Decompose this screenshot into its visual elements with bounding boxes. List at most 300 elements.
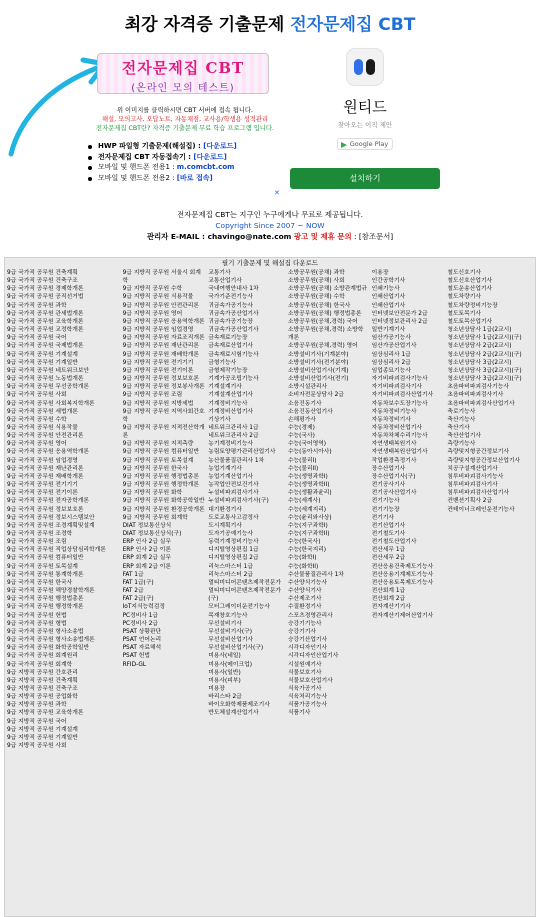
exam-link[interactable]: 금속재료시험기능사 [208, 351, 259, 358]
exam-link[interactable]: 기계설계산업기사 [208, 392, 254, 399]
exam-link[interactable]: 9급 지방직 공무원 사회 [7, 743, 67, 750]
exam-link[interactable]: 9급 지방직 공무원 기계설계 [7, 726, 78, 733]
exam-link[interactable]: 자동차보수도장기능사 [371, 400, 428, 407]
exam-link[interactable]: 전기산업기사 [371, 522, 406, 529]
exam-link[interactable]: 9급 지방직 공무원 서울시 회계학 [122, 270, 201, 285]
exam-link[interactable]: 9급 지방직 공무원 전기기기 [122, 359, 194, 366]
exam-link[interactable]: 수능(세계사) [287, 498, 321, 505]
exam-link[interactable]: 임상심리사 1급 [371, 351, 411, 358]
exam-link[interactable]: 9급 국가직 공무원 형사소송법 [7, 628, 84, 635]
exam-link[interactable]: 전산세무 1급 [371, 547, 406, 554]
exam-link[interactable]: 도로교통사고감정사 [208, 514, 259, 521]
exam-link[interactable]: 농작업안전보건기사 [208, 482, 259, 489]
exam-link[interactable]: 9급 국가직 공무원 컴퓨터일반 [7, 555, 84, 562]
exam-link[interactable]: 인터넷보안전문가 2급 [371, 310, 428, 317]
exam-link[interactable]: 시각디자인산업기사 [287, 653, 339, 660]
exam-link[interactable]: 컨테이너크레인운전기능사 [447, 506, 515, 513]
hwp-download-link[interactable]: [다운로드] [203, 142, 237, 150]
exam-link[interactable]: 철도신호기사 [447, 270, 481, 276]
exam-link[interactable]: 농림토양평가관리산업기사 [208, 449, 276, 456]
exam-link[interactable]: RFID-GL [122, 661, 147, 668]
exam-link[interactable]: 금형기능사 [208, 359, 237, 366]
exam-link[interactable]: 소방설비산업기사(기계) [287, 367, 349, 374]
exam-link[interactable]: 기계정비산업기사 [208, 408, 254, 415]
exam-link[interactable]: 9급 국가직 공무원 교육학개론 [7, 318, 84, 325]
exam-link[interactable]: 금형제작기능장 [208, 367, 248, 374]
exam-link[interactable]: 청소년상담사 2급(2교시)(구) [447, 351, 522, 358]
exam-link[interactable]: 미용사(피부) [208, 677, 241, 684]
exam-link[interactable]: 미용장 [208, 685, 226, 692]
exam-link[interactable]: 9급 지방직 공무원 안전관리론 [122, 302, 199, 309]
exam-link[interactable]: 수능(생명과학II) [287, 482, 330, 489]
exam-link[interactable]: DIAT 정보통신상식 [122, 522, 172, 529]
exam-link[interactable]: 9급 지방직 공무원 수학 [122, 286, 183, 293]
exam-link[interactable]: 9급 국가직 공무원 기계일반 [7, 359, 78, 366]
exam-link[interactable]: 대기환경기사 [208, 506, 242, 513]
exam-link[interactable]: 9급 국가직 공무원 과학 [7, 302, 67, 309]
exam-link[interactable]: 9급 지방직 공무원 지적측량 [122, 441, 194, 448]
exam-link[interactable]: 소방공무원(공채) 과학 [287, 270, 345, 276]
exam-link[interactable]: 수능(물리I) [287, 457, 317, 464]
exam-link[interactable]: FAT 1급 [122, 571, 144, 578]
exam-link[interactable]: ERP 인사 2급 이론 [122, 547, 171, 554]
auto-connector-download-link[interactable]: [다운로드] [193, 152, 227, 161]
exam-link[interactable]: 농업기계산업기사 [208, 473, 254, 480]
exam-link[interactable]: 소방공무원(공채,경력) 영어 [287, 343, 358, 350]
exam-link[interactable]: 미용사(메이크업) [208, 661, 252, 668]
exam-link[interactable]: 식육처리기능사 [287, 694, 328, 701]
exam-link[interactable]: 9급 지방직 공무원 자료조직개론 [122, 335, 205, 342]
exam-link[interactable]: PSAT 상황판단 [122, 628, 162, 635]
ad-inquiry-link[interactable]: 광고 및 제휴 문의 [293, 232, 352, 241]
exam-link[interactable]: 전산응용건축제도기능사 [371, 563, 434, 570]
exam-link[interactable]: 식육가공기사 [287, 685, 322, 692]
exam-link[interactable]: 9급 국가직 공무원 사회 [7, 392, 67, 399]
exam-link[interactable]: 9급 국가직 공무원 조림 [7, 539, 67, 546]
exam-link[interactable]: 수능(한국지리) [287, 547, 327, 554]
exam-link[interactable]: 청소년상담사 1급(2교시) [447, 327, 512, 334]
exam-link[interactable]: 금속재료기능장 [208, 335, 248, 342]
exam-link[interactable]: 9급 지방직 공무원 건축구조 [7, 685, 78, 692]
copyright: Copyright Since 2007 ~ NOW [215, 221, 325, 230]
exam-link[interactable]: 9급 국가직 공무원 정보보호론 [7, 506, 84, 513]
exam-link[interactable]: 수능(물리II) [287, 465, 319, 472]
exam-link[interactable]: 도시계획기사 [208, 522, 242, 529]
exam-link[interactable]: 소방공무원(공채) 행정법총론 [287, 310, 362, 317]
exam-link[interactable]: 청소년상담사 2급(2교시) [447, 343, 512, 350]
exam-link[interactable]: 귀금속가공기능사 [208, 302, 254, 309]
title-highlight: 전자문제집 CBT [290, 15, 416, 35]
exam-link[interactable]: ERP 인사 2급 실무 [122, 539, 171, 546]
google-play-badge[interactable]: Google Play [337, 138, 394, 150]
exam-link[interactable]: 9급 국가직 공무원 토목설계 [7, 563, 78, 570]
exam-link[interactable]: 네트워크관리사 2급 [208, 433, 259, 440]
exam-link[interactable]: 9급 국가직 공무원 조경학 [7, 531, 73, 537]
exam-link[interactable]: 9급 국가직 공무원 통계학개론 [7, 571, 84, 578]
exam-link[interactable]: 수능(동아시아사) [287, 449, 332, 456]
exam-link[interactable]: 전산응용기계제도기능사 [371, 571, 434, 578]
exam-link[interactable]: 축산기사 [447, 424, 470, 431]
exam-link[interactable]: 9급 지방직 공무원 재배학개론 [122, 351, 199, 358]
exam-link[interactable]: 철도토목기사 [447, 310, 481, 317]
exam-link[interactable]: 기계정비기능사 [208, 400, 248, 407]
exam-link[interactable]: 9급 국가직 공무원 응용역학개론 [7, 449, 90, 456]
exam-link[interactable]: 농업기계기사 [208, 465, 242, 472]
exam-link[interactable]: 9급 지방직 공무원 지역사회간호학 [122, 408, 205, 423]
exam-link[interactable]: 9급 국가직 공무원 세법개론 [7, 408, 78, 415]
app-ad[interactable] [290, 48, 440, 188]
exam-link[interactable]: 9급 국가직 공무원 화학공학일반 [7, 645, 90, 652]
exam-link[interactable]: 네트워크관리사 1급 [208, 424, 259, 431]
exam-link[interactable]: 시각디자인기사 [287, 645, 328, 652]
exam-link[interactable]: 승강기기능사 [287, 620, 322, 627]
exam-link[interactable]: 미용사(일반) [208, 669, 241, 676]
exam-link[interactable]: 장수산업기사 [371, 465, 406, 472]
ad-close-icon[interactable]: ✕ [274, 189, 280, 197]
exam-link[interactable]: 9급 국가직 공무원 헌법 [7, 612, 67, 619]
exam-link[interactable]: 전산회계 1급 [371, 588, 406, 595]
exam-link[interactable]: 수능(국어영역) [287, 441, 327, 448]
exam-link[interactable]: 수능(경제) [287, 424, 315, 431]
exam-link[interactable]: 9급 지방직 공무원 간호관리 [7, 669, 78, 676]
exam-link[interactable]: 자연생태복원기사 [371, 441, 417, 448]
exam-link[interactable]: 전기공사기사 [371, 482, 406, 489]
exam-link[interactable]: 9급 지방직 공무원 응용역학개론 [122, 318, 205, 325]
exam-link[interactable]: 교통기사 [208, 270, 231, 276]
exam-link[interactable]: 9급 지방직 공무원 컴퓨터일반 [122, 449, 199, 456]
exam-link[interactable]: 청소년상담사 3급(2교시)(구) [447, 376, 522, 383]
exam-link[interactable]: 수산제조기사 [287, 596, 322, 603]
exam-link[interactable]: 9급 국가직 공무원 해양경찰학개론 [7, 588, 95, 595]
exam-link[interactable]: 작업환경측정기사 [371, 457, 417, 464]
exam-link[interactable]: FAT 2급(구) [122, 596, 154, 603]
exam-link[interactable]: 전산세무 2급 [371, 555, 406, 562]
exam-link[interactable]: 임업종묘기능사 [371, 367, 411, 374]
exam-link[interactable]: 9급 지방직 공무원 공업화학 [7, 694, 78, 701]
exam-link[interactable]: 국내여행안내사 1차 [208, 286, 259, 293]
exam-link[interactable]: 전자계산기제어산업기사 [371, 612, 434, 619]
exam-link[interactable]: 일반기계기사 [371, 327, 406, 334]
exam-link[interactable]: 9급 지방직 공무원 정보봉사개론 [122, 384, 205, 391]
exam-link[interactable]: 기상기사 [208, 416, 231, 423]
exam-link[interactable]: 무선설비기사(구) [208, 628, 252, 635]
exam-link[interactable]: 9급 지방직 공무원 화학 [122, 490, 183, 497]
exam-link[interactable]: 9급 국가직 공무원 국제법개론 [7, 343, 84, 350]
exam-link[interactable]: 측량및지형공간정보기사 [447, 449, 509, 456]
exam-link[interactable]: 9급 국가직 공무원 한국사 [7, 579, 73, 586]
exam-link[interactable]: 9급 국가직 공무원 형법 [7, 620, 67, 627]
exam-link[interactable]: 전산응용토목제도기능사 [371, 579, 434, 586]
exam-link[interactable]: FAT 1급(구) [122, 579, 154, 586]
column-4 [288, 269, 372, 750]
exam-link[interactable]: 전기철도기사 [371, 531, 406, 537]
exam-link[interactable]: 9급 지방직 공무원 교육학개론 [7, 710, 84, 717]
exam-link[interactable]: 수능(생명과학I) [287, 473, 328, 480]
exam-link[interactable]: 귀금속가공기능장 [208, 318, 254, 325]
exam-link[interactable]: 임산가공기능사 [371, 335, 411, 342]
exam-link[interactable]: 수능(생활과윤리) [287, 490, 332, 497]
exam-link[interactable]: 9급 국가직 공무원 관세법개론 [7, 310, 84, 317]
exam-link[interactable]: 수능(지구과학II) [287, 531, 330, 537]
exam-link[interactable]: 9급 지방직 공무원 지방세법 [122, 400, 194, 407]
exam-link[interactable]: 디지털영상편집 2급 [208, 555, 259, 562]
exam-link[interactable]: 9급 지방직 공무원 영어 [122, 310, 183, 317]
exam-link[interactable]: 9급 지방직 공무원 행정법총론 [122, 473, 199, 480]
exam-link[interactable]: 인쇄산업기사 [371, 302, 406, 309]
exam-link[interactable]: 9급 국가직 공무원 행정법총론 [7, 596, 84, 603]
exam-link[interactable]: PSAT 헌법 [122, 653, 150, 660]
exam-link[interactable]: PC정비사 2급 [122, 620, 159, 627]
exam-link[interactable]: 9급 지방직 공무원 전기이론 [122, 367, 194, 374]
exam-link[interactable]: 소방설비기사(기계분야) [287, 351, 349, 358]
exam-link[interactable]: 식물보호기사 [287, 669, 322, 676]
exam-link[interactable]: 청소년상담사 1급(2교시)(구) [447, 335, 522, 342]
exam-link[interactable]: 침투비파괴검사산업기사 [447, 490, 509, 497]
exam-link[interactable]: 9급 국가직 공무원 영어 [7, 441, 67, 448]
exam-link[interactable]: 디지털영상편집 1급 [208, 547, 259, 554]
exam-link[interactable]: 9급 지방직 공무원 지적전산학개론 [122, 424, 205, 440]
exam-link[interactable]: 철도토목산업기사 [447, 318, 493, 325]
exam-link[interactable]: 9급 국가직 공무원 재난관리론 [7, 465, 84, 472]
exam-link[interactable]: 금속재료산업기사 [208, 343, 254, 350]
exam-link[interactable]: 축로기능사 [447, 408, 476, 415]
install-button[interactable]: 설치하기 [290, 168, 440, 189]
exam-link[interactable]: 9급 국가직 공무원 식용작물 [7, 424, 78, 431]
exam-link[interactable]: 멀티미디어콘텐츠제작전문가(구) [208, 588, 282, 603]
exam-link[interactable]: 9급 지방직 공무원 국어 [7, 718, 67, 725]
exam-link[interactable]: 수능(윤리와사상) [287, 514, 332, 521]
exam-link[interactable]: 9급 국가직 공무원 조경계획및설계 [7, 522, 95, 529]
cbt-logo-link[interactable] [97, 53, 269, 94]
exam-link[interactable]: 소방공무원(공채) 수학 [287, 294, 345, 301]
exam-link[interactable]: 수능(세계지리) [287, 506, 327, 513]
exam-link[interactable]: FAT 2급 [122, 588, 144, 595]
exam-link[interactable]: 무선설비산업기사 [208, 637, 254, 644]
exam-link[interactable]: 소방공무원(공채,경력) 국어 [287, 318, 358, 325]
exam-link[interactable]: 자동차정비기능사 [371, 408, 417, 415]
exam-link[interactable]: 전기공사산업기사 [371, 490, 417, 497]
exam-link[interactable]: 9급 지방직 공무원 토목설계 [122, 457, 194, 464]
exam-link[interactable]: 소방공무원(공채) 소방관계법규 [287, 286, 368, 293]
exam-link[interactable]: 철도신호산업기사 [447, 278, 493, 285]
exam-link[interactable]: 자연생태복원산업기사 [371, 449, 428, 456]
exam-link[interactable]: 자동차정비기사 [371, 416, 411, 423]
exam-link[interactable]: 기계설계기사 [208, 384, 242, 391]
exam-link[interactable]: 모터그레이더운전기능사 [208, 604, 270, 611]
exam-link[interactable]: 리눅스마스터 1급 [208, 563, 253, 570]
exam-link[interactable]: 교통산업기사 [208, 278, 242, 285]
exam-link[interactable]: 이용장 [371, 270, 389, 276]
exam-link[interactable]: 소방설비기사(전기분야) [287, 359, 349, 366]
exam-link[interactable]: 스포츠경영관리사 [287, 612, 333, 619]
exam-link[interactable]: 누설비파괴검사기사 [208, 490, 259, 497]
exam-link[interactable]: 초음파비파괴검사산업기사 [447, 400, 515, 407]
exam-link[interactable]: 식품가공기능사 [287, 702, 328, 709]
exam-link[interactable]: 소방설비산업기사(전기) [287, 376, 349, 383]
exam-link[interactable]: 치공구설계산업기사 [447, 465, 498, 472]
exam-link[interactable]: 소음진동기사 [287, 400, 322, 407]
exam-link[interactable]: 전기기능장 [371, 506, 400, 513]
exam-link[interactable]: 누설비파괴검사기사(구) [208, 498, 269, 505]
exam-link[interactable]: 전기기사 [371, 514, 395, 521]
exam-link[interactable]: 9급 지방직 공무원 건축계획 [7, 677, 78, 684]
exam-link[interactable]: 반도체설계산업기사 [208, 710, 259, 717]
exam-link[interactable]: 바리스타 2급 [208, 694, 242, 701]
exam-link[interactable]: 9급 지방직 공무원 정보보호론 [122, 376, 199, 383]
exam-link[interactable]: 국가기준전기능사 [208, 294, 254, 301]
exam-link[interactable]: 침투비파괴검사기사 [447, 482, 498, 489]
exam-link[interactable]: 인간공학기사 [371, 278, 406, 285]
exam-link[interactable]: 전자계산기기사 [371, 604, 411, 611]
exam-link[interactable]: ERP 회계 2급 이론 [122, 563, 171, 570]
exam-link[interactable]: 철도차량정비기능장 [447, 302, 498, 309]
exam-link[interactable]: 목재창호기능사 [208, 612, 248, 619]
exam-link[interactable]: PC정비사 1급 [122, 612, 159, 619]
exam-link[interactable]: 9급 지방직 공무원 임업경영 [122, 327, 194, 334]
exam-link[interactable]: 농기계정비기능사 [208, 441, 254, 448]
reference-doc-link[interactable]: : [참조문서] [351, 232, 394, 241]
exam-link[interactable]: 9급 국가직 공무원 전기기기 [7, 482, 78, 489]
exam-link[interactable]: 9급 국가직 공무원 기계설계 [7, 351, 78, 358]
exam-link[interactable]: 9급 지방직 공무원 한국사 [122, 465, 188, 472]
exam-link[interactable]: 청소년상담사 3급(2교시) [447, 359, 512, 366]
exam-link[interactable]: 9급 지방직 공무원 조림 [122, 392, 183, 399]
exam-link[interactable]: 9급 국가직 공무원 교정학개론 [7, 327, 84, 334]
exam-link[interactable]: 미용사(네일) [208, 653, 241, 660]
exam-link[interactable]: 임산가공산업기사 [371, 343, 417, 350]
exam-link[interactable]: 9급 국가직 공무원 무선공학개론 [7, 384, 90, 391]
exam-link[interactable]: 측량기능사 [447, 441, 476, 448]
exam-link[interactable]: ERP 회계 2급 실무 [122, 555, 171, 562]
exam-link[interactable]: 기계가공조립기능사 [208, 376, 259, 383]
exam-link[interactable]: 초음파비파괴검사기사 [447, 392, 504, 399]
exam-link[interactable]: 9급 국가직 공무원 경제학개론 [7, 286, 84, 293]
exam-link[interactable]: 9급 국가직 공무원 노동법개론 [7, 376, 84, 383]
exam-link[interactable]: 인쇄기능사 [371, 286, 400, 293]
exam-link[interactable]: 9급 국가직 공무원 회계학 [7, 661, 73, 668]
exam-link[interactable]: 수산양식기능사 [287, 579, 328, 586]
exam-link[interactable]: 축산산업기사 [447, 433, 481, 440]
exam-link[interactable]: 승강기기사 [287, 628, 316, 635]
exam-link[interactable]: 수능(국사) [287, 433, 315, 440]
exam-link[interactable]: 축산기능사 [447, 416, 476, 423]
exam-link[interactable]: 9급 국가직 공무원 안전관리론 [7, 433, 84, 440]
exam-link[interactable]: 소방시설관리사 [287, 384, 328, 391]
exam-link[interactable]: 9급 국가직 공무원 건축계획 [7, 270, 78, 276]
exam-link[interactable]: 인터넷정보관리사 2급 [371, 318, 428, 325]
exam-link[interactable]: 9급 국가직 공무원 네트워크보안 [7, 367, 90, 374]
exam-link[interactable]: 손해평가사 [287, 416, 316, 423]
exam-link[interactable]: 승강기산업기사 [287, 637, 328, 644]
exam-link[interactable]: 9급 지방직 공무원 과학 [7, 702, 67, 709]
exam-link[interactable]: 9급 국가직 공무원 임업경영 [7, 457, 78, 464]
exam-link[interactable]: 9급 국가직 공무원 직업상담심리학개론 [7, 547, 106, 554]
exam-link[interactable]: 리눅스마스터 2급 [208, 571, 253, 578]
exam-link[interactable]: 바이오화학제품제조기사 [208, 702, 270, 709]
exam-link[interactable]: 9급 지방직 공무원 회계학 [122, 514, 188, 521]
exam-link[interactable]: 9급 지방직 공무원 재난관리론 [122, 343, 199, 350]
mobile-link-2[interactable]: [바로 접속] [176, 173, 213, 182]
exam-link[interactable]: 9급 국가직 공무원 회계원리 [7, 653, 78, 660]
exam-link[interactable]: 자동차정비산업기사 [371, 424, 423, 431]
exam-link[interactable]: 초음파비파괴검사기능사 [447, 384, 509, 391]
exam-link[interactable]: 전산회계 2급 [371, 596, 406, 603]
exam-link[interactable]: 청소년상담사 3급(2교시)(구) [447, 367, 522, 374]
exam-link[interactable]: 9급 국가직 공무원 전자공학개론 [7, 498, 90, 505]
exam-link[interactable]: 9급 국가직 공무원 정보시스템보안 [7, 514, 95, 521]
exam-link[interactable]: 무선설비산업기사(구) [208, 645, 264, 652]
exam-link[interactable]: 9급 국가직 공무원 건축구조 [7, 278, 78, 285]
exam-link[interactable]: PSAT 자료해석 [122, 645, 162, 652]
exam-link[interactable]: 9급 국가직 공무원 재배학개론 [7, 473, 84, 480]
exam-link[interactable]: 9급 국가직 공무원 행정학개론 [7, 604, 84, 611]
exam-link[interactable]: 식물보호산업기사 [287, 677, 333, 684]
exam-link[interactable]: 수질환경기사 [287, 604, 322, 611]
exam-link[interactable]: 수능(화학I) [287, 555, 317, 562]
exam-link[interactable]: 9급 지방직 공무원 행정학개론 [122, 482, 199, 489]
exam-link[interactable]: 수능(한국사) [287, 539, 321, 546]
exam-link[interactable]: 9급 지방직 공무원 환경공학개론 [122, 506, 205, 513]
exam-link[interactable]: 9급 국가직 공무원 국어 [7, 335, 67, 342]
exam-link[interactable]: 동력기계정비기능사 [208, 539, 259, 546]
mobile-link-1[interactable]: m.comcbt.com [176, 163, 235, 171]
exam-link[interactable]: 철도차량기사 [447, 294, 481, 301]
exam-link[interactable]: PSAT 언어논리 [122, 637, 162, 644]
exam-link[interactable]: 시설원예기사 [287, 661, 322, 668]
exam-link[interactable]: 식품기사 [287, 710, 311, 717]
exam-link[interactable]: 9급 국가직 공무원 수학 [7, 416, 67, 423]
exam-link[interactable]: 임상심리사 2급 [371, 359, 411, 366]
exam-link[interactable]: 도자기공예기능사 [208, 531, 254, 537]
exam-link[interactable]: 농산물품질관리사 1차 [208, 457, 265, 464]
exam-link[interactable]: 컨벤션기획사 2급 [447, 498, 493, 505]
exam-link[interactable]: 9급 지방직 공무원 식용작물 [122, 294, 194, 301]
exam-link[interactable]: 전기기능사 [371, 498, 400, 505]
exam-link[interactable]: 9급 국가직 공무원 공직선거법 [7, 294, 84, 301]
exam-link[interactable]: 소방공무원(공채) 사회 [287, 278, 345, 285]
exam-link[interactable]: 9급 국가직 공무원 전기이론 [7, 490, 78, 497]
exam-link[interactable]: 멀티미디어콘텐츠제작전문가 [208, 579, 282, 586]
exam-link[interactable]: 9급 지방직 공무원 기계일반 [7, 734, 78, 741]
exam-link[interactable]: 측량및지형공간정보산업기사 [447, 457, 521, 464]
exam-link[interactable]: 귀금속가공산업기사 [208, 310, 259, 317]
exam-link[interactable]: IoT지식능력검정 [122, 604, 165, 611]
exam-link[interactable]: 수능(지구과학I) [287, 522, 328, 529]
exam-link[interactable]: DIAT 정보통신상식(구) [122, 531, 182, 537]
exam-link[interactable]: 무선설비기사 [208, 620, 242, 627]
exam-link[interactable]: 소음진동산업기사 [287, 408, 333, 415]
exam-link[interactable]: 자기비파괴검사산업기사 [371, 392, 434, 399]
exam-link[interactable]: 자기비파괴검사기능사 [371, 376, 428, 383]
exam-link[interactable]: 장수산업기사(구) [371, 473, 416, 480]
exam-link[interactable]: 수능(화학II) [287, 563, 319, 570]
exam-link[interactable]: 9급 국가직 공무원 사회복지학개론 [7, 400, 95, 407]
exam-link[interactable]: 소비자전문상담사 2급 [287, 392, 344, 399]
exam-link[interactable]: 수산양식기사 [287, 588, 322, 595]
exam-link[interactable]: 철도운송산업기사 [447, 286, 493, 293]
exam-link[interactable]: 전기철도산업기사 [371, 539, 417, 546]
exam-link[interactable]: 수산물품질관리사 1차 [287, 571, 344, 578]
exam-link[interactable]: 9급 국가직 공무원 형사소송법개론 [7, 637, 95, 644]
exam-link[interactable]: 소방공무원(공채,경력) 소방학개론 [287, 327, 364, 342]
exam-link[interactable]: 9급 지방직 공무원 화학공학일반 [122, 498, 205, 505]
exam-link[interactable]: 귀금속가공산업기사 [208, 327, 259, 334]
exam-link[interactable]: 인쇄산업기사 [371, 294, 406, 301]
exam-link[interactable]: 자기비파괴검사기사 [371, 384, 423, 391]
exam-link[interactable]: 소방공무원(공채) 한국사 [287, 302, 351, 309]
exam-link[interactable]: 자동차차체수리기능사 [371, 433, 428, 440]
exam-link[interactable]: 침투비파괴검사기능사 [447, 473, 504, 480]
